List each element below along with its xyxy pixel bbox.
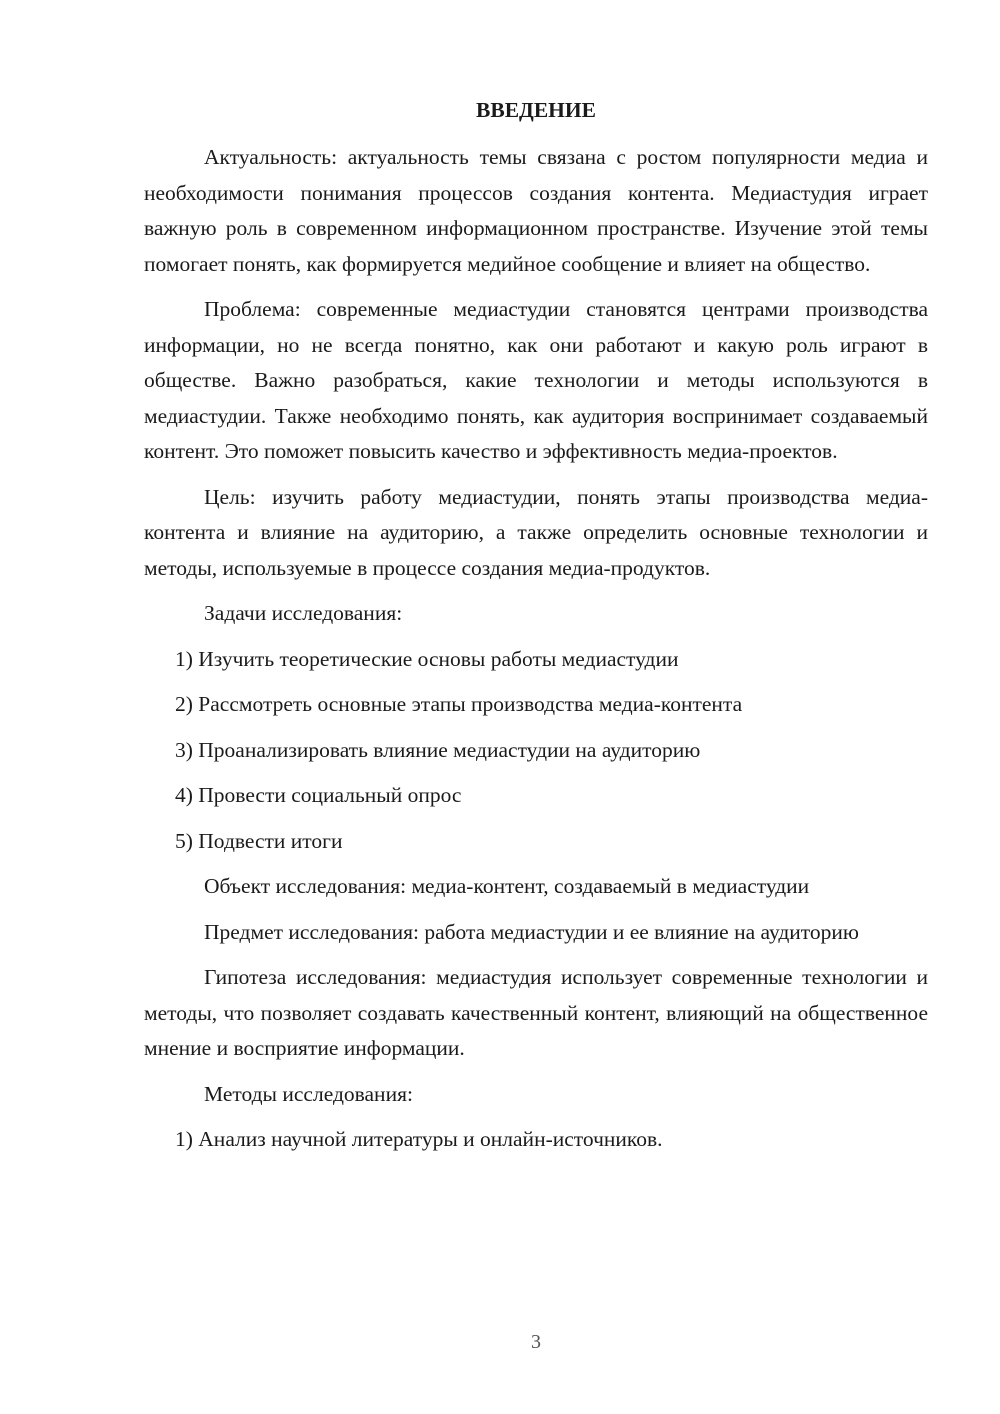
page-title: ВВЕДЕНИЕ [476, 98, 596, 122]
list-item: 1) Анализ научной литературы и онлайн-источников. [175, 1127, 663, 1151]
subject-paragraph: Предмет исследования: работа медиастудии и ее влияние на аудиторию [204, 919, 859, 944]
document-body [144, 94, 928, 1168]
list-item: 2) Рассмотреть основные этапы производства медиа-контента [175, 692, 743, 716]
list-item: 3) Проанализировать влияние медиастудии на аудиторию [175, 737, 701, 762]
list-item: 1) Изучить теоретические основы работы медиастудии [175, 646, 679, 671]
relevance-paragraph: Актуальность: актуальность темы связана с ростом популярности медиа и необходимости понимания процессов создания контента. Медиастудия играет важную роль в современном информационном пространстве. Изучение этой темы помогает понять, как формируется медийное сообщение и влияет на общество. [144, 145, 928, 276]
object-paragraph: Объект исследования: медиа-контент, создаваемый в медиастудии [204, 874, 810, 898]
tasks-list [144, 642, 928, 860]
hypothesis-paragraph: Гипотеза исследования: медиастудия использует современные технологии и методы, что позволяет создавать качественный контент, влияющий на общественное мнение и восприятие информации. [144, 965, 928, 1060]
problem-paragraph: Проблема: современные медиастудии становятся центрами производства информации, но не всегда понятно, как они работают и какую роль играют в обществе. Важно разобраться, какие технологии и методы используются в медиастудии. Также необходимо понять, как аудитория воспринимает создаваемый контент. Это поможет повысить качество и эффективность медиа-проектов. [144, 297, 928, 463]
goal-paragraph: Цель: изучить работу медиастудии, понять этапы производства медиа-контента и влияние на аудиторию, а также определить основные технологии и методы, используемые в процессе создания медиа-продуктов. [144, 484, 928, 580]
tasks-heading: Задачи исследования: [204, 601, 403, 625]
page-number: 3 [531, 1331, 541, 1353]
list-item: 5) Подвести итоги [175, 828, 343, 853]
methods-heading: Методы исследования: [204, 1081, 413, 1106]
methods-list [144, 1122, 928, 1158]
list-item: 4) Провести социальный опрос [175, 783, 462, 807]
